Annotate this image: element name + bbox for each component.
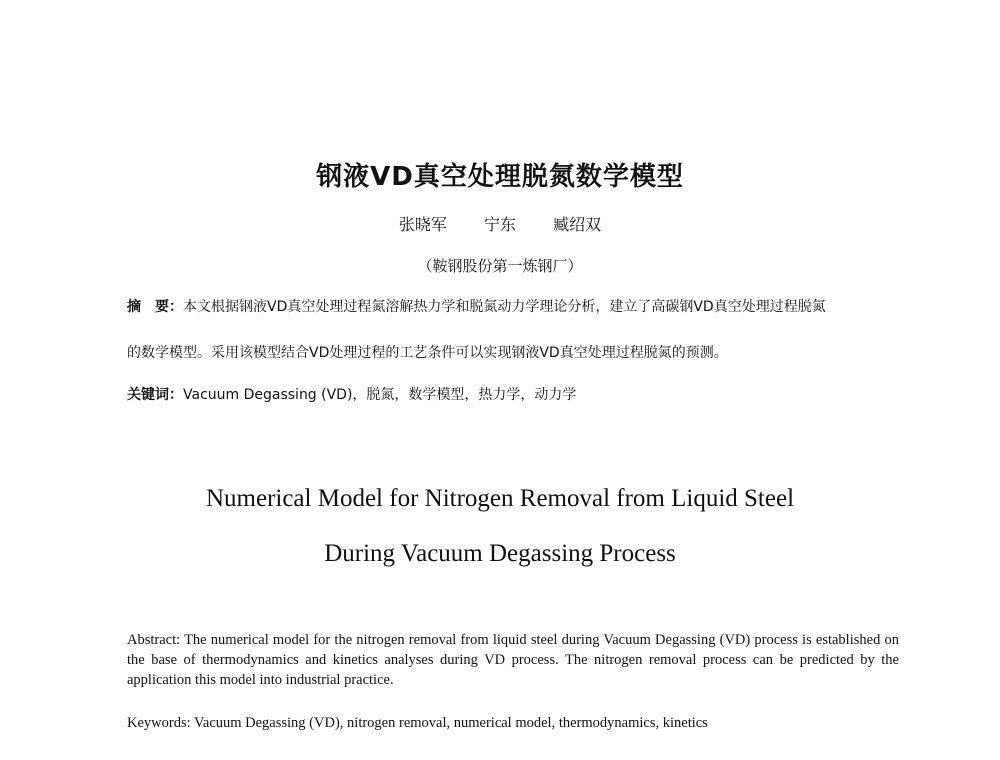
english-abstract-text: The numerical model for the nitrogen removal from liquid steel during Vacuum Degassing (VD) process is established on the base of thermodynamics and kinetics analyses during VD process. The nitrogen removal process can be predicted by the application this model into industrial practice.: [127, 632, 899, 688]
chinese-abstract-text: 本文根据钢液VD真空处理过程氮溶解热力学和脱氮动力学理论分析，建立了高碳钢VD真空处理过程脱氮: [183, 299, 826, 315]
chinese-keywords: [127, 386, 902, 404]
english-abstract-label: Abstract:: [127, 632, 181, 648]
chinese-keywords-text: Vacuum Degassing (VD)，脱氮，数学模型，热力学，动力学: [183, 387, 577, 403]
english-keywords-text: Vacuum Degassing (VD), nitrogen removal, numerical model, thermodynamics, kinetics: [194, 715, 708, 731]
chinese-abstract-label: 摘 要：: [127, 299, 183, 315]
chinese-keywords-label: 关键词：: [127, 387, 183, 403]
chinese-affiliation: （鞍钢股份第一炼钢厂）: [417, 257, 583, 275]
chinese-abstract-line: [127, 298, 902, 316]
author-name: 张晓军: [398, 215, 447, 234]
english-title-line: During Vacuum Degassing Process: [324, 540, 676, 567]
english-keywords: [127, 713, 899, 733]
chinese-abstract-line: 的数学模型。采用该模型结合VD处理过程的工艺条件可以实现钢液VD真空处理过程脱氮的预测。: [127, 345, 728, 361]
english-title-line: Numerical Model for Nitrogen Removal from Liquid Steel: [205, 485, 795, 512]
author-name: 臧绍双: [553, 215, 602, 234]
english-keywords-label: Keywords:: [127, 715, 191, 731]
author-name: 宁东: [483, 215, 516, 234]
chinese-title: 钢液VD真空处理脱氮数学模型: [316, 162, 684, 192]
chinese-authors: [0, 212, 1000, 235]
english-abstract: [127, 630, 899, 690]
